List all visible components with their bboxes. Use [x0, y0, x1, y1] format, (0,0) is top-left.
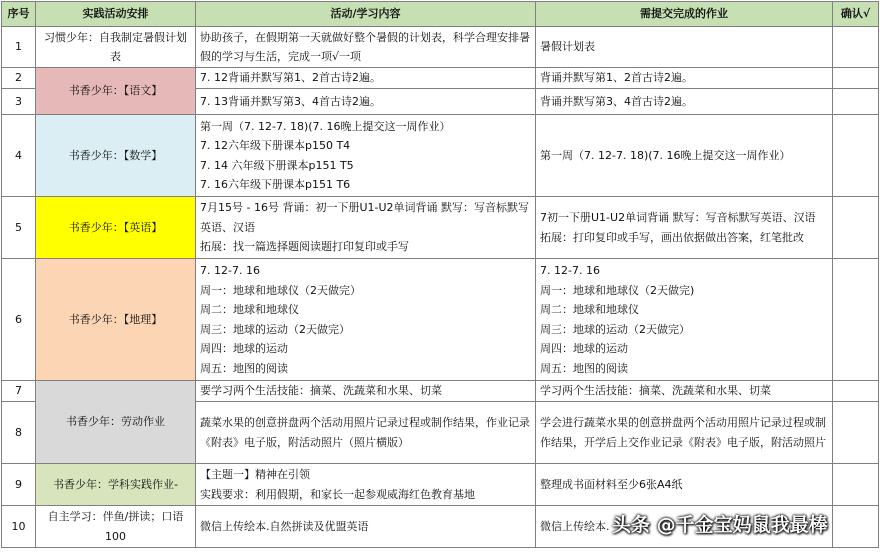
confirm-cell[interactable]: [833, 259, 879, 381]
content-cell: [196, 464, 536, 506]
homework-cell: [536, 464, 833, 506]
homework-line: 学习两个生活技能：摘菜、洗蔬菜和水果、切菜: [540, 384, 771, 398]
content-cell: [196, 506, 536, 548]
activity-label: 习惯少年：自我制定暑假计划表: [44, 30, 187, 63]
header-homework: 需提交完成的作业: [536, 2, 833, 27]
confirm-cell[interactable]: [833, 506, 879, 548]
content-line: 实践要求：利用假期，和家长一起参观威海红色教育基地: [200, 487, 475, 501]
content-line: 要学习两个生活技能：摘菜、洗蔬菜和水果、切菜: [200, 384, 442, 398]
content-line: 微信上传绘本.自然拼读及优盟英语: [200, 519, 369, 533]
confirm-cell[interactable]: [833, 197, 879, 259]
homework-line: 周五：地图的阅读: [540, 361, 628, 375]
homework-line: 拓展：打印复印或手写，画出依据做出答案，红笔批改: [540, 230, 804, 244]
header-number: 序号: [2, 2, 36, 27]
content-line: 周四：地球的运动: [200, 342, 288, 355]
content-line: 周三：地球的运动（2天做完）: [200, 322, 350, 336]
activity-cell: [36, 197, 196, 259]
row-number: 9: [2, 464, 36, 506]
homework-line: 周三：地球的运动（2天做完）: [540, 322, 690, 336]
activity-label: 书香少年：【数学】: [68, 148, 163, 162]
homework-line: 周四：地球的运动: [540, 342, 628, 355]
homework-cell: [536, 27, 833, 68]
homework-cell: [536, 197, 833, 259]
confirm-cell[interactable]: [833, 381, 879, 402]
homework-cell: [536, 506, 833, 548]
table-row: [2, 381, 879, 402]
homework-line: 学会进行蔬菜水果的创意拼盘两个活动用照片记录过程或制作结果，开学后上交作业记录《附表》电子版，附活动照片: [540, 416, 826, 449]
table-row: [2, 464, 879, 506]
content-line: 拓展：找一篇选择题阅读题打印复印或手写: [200, 240, 409, 254]
homework-cell: [536, 402, 833, 464]
row-number: 5: [2, 197, 36, 259]
confirm-cell[interactable]: [833, 89, 879, 115]
header-activity: 实践活动安排: [36, 2, 196, 27]
content-line: 协助孩子，在假期第一天就做好整个暑假的计划表，科学合理安排暑假的学习与生活，完成一项√一项: [200, 30, 530, 63]
row-number: 10: [2, 506, 36, 548]
homework-cell: [536, 259, 833, 381]
activity-label: 自主学习：伴鱼/拼读；口语100: [47, 510, 184, 543]
activity-label: 书香少年：【地理】: [68, 312, 163, 326]
header-content: 活动/学习内容: [196, 2, 536, 27]
activity-cell: [36, 68, 196, 115]
content-line: 【主题一】精神在引领: [200, 468, 310, 481]
homework-line: 7初一下册U1-U2单词背诵 默写：写音标默写英语、汉语: [540, 211, 816, 224]
homework-line: 第一周（7. 12-7. 18)(7. 16晚上提交这一周作业）: [540, 148, 791, 162]
homework-line: 7. 12-7. 16: [540, 264, 600, 277]
homework-line: 周一：地球和地球仪（2天做完): [540, 283, 695, 297]
content-line: 7月15号 - 16号 背诵：初一下册U1-U2单词背诵 默写：写音标默写英语、汉语: [200, 201, 530, 234]
homework-cell: [536, 68, 833, 89]
activity-plan-table: [1, 1, 879, 548]
homework-cell: [536, 89, 833, 115]
activity-label: 书香少年：【语文】: [68, 84, 163, 98]
content-cell: [196, 89, 536, 115]
table-row: [2, 259, 879, 381]
activity-cell: [36, 27, 196, 68]
header-confirm: 确认√: [833, 2, 879, 27]
row-number: 8: [2, 402, 36, 464]
homework-line: 微信上传绘本.: [540, 519, 610, 533]
row-number: 2: [2, 68, 36, 89]
confirm-cell[interactable]: [833, 402, 879, 464]
content-cell: [196, 115, 536, 197]
content-cell: [196, 27, 536, 68]
homework-line: 背诵并默写第1、2首古诗2遍。: [540, 71, 693, 85]
content-line: 7. 12-7. 16: [200, 264, 260, 277]
watermark: 头条 @千金宝妈鼠我最棒: [612, 514, 828, 536]
content-cell: [196, 68, 536, 89]
row-number: 6: [2, 259, 36, 381]
activity-cell: [36, 259, 196, 381]
content-cell: [196, 197, 536, 259]
confirm-cell[interactable]: [833, 68, 879, 89]
content-line: 7. 13背诵并默写第3、4首古诗2遍。: [200, 94, 381, 108]
table-row: [2, 506, 879, 548]
activity-cell: [36, 464, 196, 506]
content-line: 周五：地图的阅读: [200, 361, 288, 375]
confirm-cell[interactable]: [833, 464, 879, 506]
activity-cell: [36, 115, 196, 197]
homework-line: 背诵并默写第3、4首古诗2遍。: [540, 94, 693, 108]
activity-cell: [36, 506, 196, 548]
content-line: 周一：地球和地球仪（2天做完）: [200, 283, 361, 297]
row-number: 3: [2, 89, 36, 115]
homework-line: 整理成书面材料至少6张A4纸: [540, 477, 683, 491]
row-number: 7: [2, 381, 36, 402]
activity-label: 书香少年：【英语】: [68, 220, 163, 234]
homework-cell: [536, 115, 833, 197]
activity-label: 书香少年：学科实践作业-: [53, 477, 178, 491]
content-line: 周二：地球和地球仪: [200, 303, 299, 316]
row-number: 1: [2, 27, 36, 68]
homework-line: 周二：地球和地球仪: [540, 303, 639, 316]
content-cell: [196, 402, 536, 464]
table-row: [2, 115, 879, 197]
homework-line: 暑假计划表: [540, 40, 595, 54]
content-line: 7. 12六年级下册课本p150 T4: [200, 139, 351, 152]
content-line: 第一周（7. 12-7. 18)(7. 16晚上提交这一周作业）: [200, 119, 451, 133]
homework-cell: [536, 381, 833, 402]
content-line: 7. 16六年级下册课本p151 T6: [200, 178, 351, 191]
table-row: [2, 68, 879, 89]
activity-cell: [36, 381, 196, 464]
confirm-cell[interactable]: [833, 27, 879, 68]
activity-label: 书香少年：劳动作业: [66, 415, 165, 429]
content-cell: [196, 259, 536, 381]
content-line: 7. 14 六年级下册课本p151 T5: [200, 158, 354, 172]
content-line: 蔬菜水果的创意拼盘两个活动用照片记录过程或制作结果，作业记录《附表》电子版，附活动照片（照片横版）: [200, 416, 530, 449]
table-row: [2, 197, 879, 259]
row-number: 4: [2, 115, 36, 197]
header-row: [2, 2, 879, 27]
table-row: [2, 27, 879, 68]
content-cell: [196, 381, 536, 402]
content-line: 7. 12背诵并默写第1、2首古诗2遍。: [200, 71, 381, 85]
confirm-cell[interactable]: [833, 115, 879, 197]
